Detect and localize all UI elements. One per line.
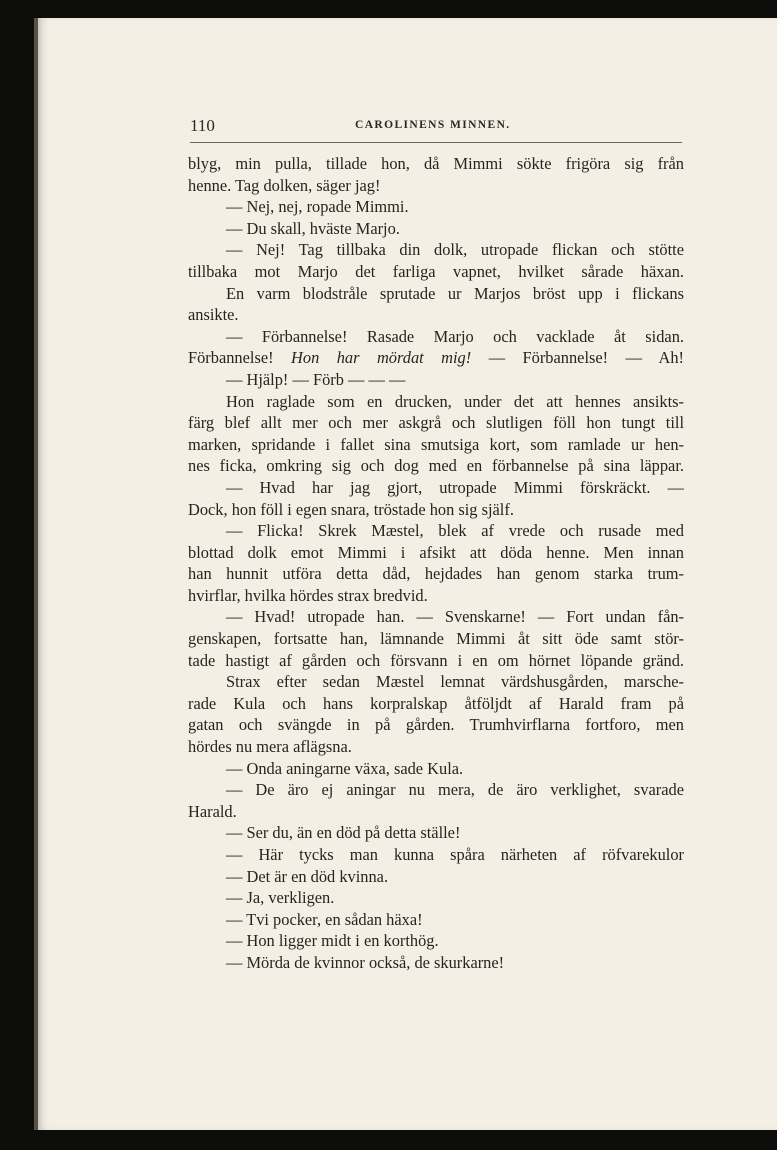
text-line-content: — Ja, verkligen. xyxy=(226,888,335,908)
text-line-content: hvirflar, hvilka hördes strax bredvid. xyxy=(188,585,428,605)
text-line-content: rade Kula och hans korpralskap åtföljdt af Harald fram på xyxy=(188,693,684,713)
text-line-content: han hunnit utföra detta dåd, hejdades han genom starka trum- xyxy=(188,564,684,584)
text-line-content: — Hvad har jag gjort, utropade Mimmi förskräckt. — xyxy=(226,477,684,497)
text-line-content: — Nej! Tag tillbaka din dolk, utropade flickan och stötte xyxy=(226,240,684,260)
text-line xyxy=(188,650,684,672)
text-line-content: henne. Tag dolken, säger jag! xyxy=(188,175,381,195)
text-line xyxy=(188,606,684,628)
text-line xyxy=(188,887,684,909)
text-line xyxy=(188,930,684,952)
text-line-content: — Det är en död kvinna. xyxy=(226,866,389,886)
text-line-content: — Nej, nej, ropade Mimmi. xyxy=(226,197,409,217)
text-line-content: ansikte. xyxy=(188,305,239,325)
text-line xyxy=(188,714,684,736)
text-line-content: blyg, min pulla, tillade hon, då Mimmi sökte frigöra sig från xyxy=(188,154,684,173)
running-title: CAROLINENS MINNEN. xyxy=(355,119,511,131)
text-line-content: — Hjälp! — Förb — — — xyxy=(226,369,406,389)
text-line xyxy=(188,779,684,801)
text-line-content: En varm blodstråle sprutade ur Marjos bröst upp i flickans xyxy=(226,283,684,303)
text-line xyxy=(188,628,684,650)
text-line xyxy=(188,542,684,564)
text-line xyxy=(188,693,684,715)
body-text xyxy=(188,153,684,974)
text-line-content: — Hon ligger midt i en korthög. xyxy=(226,931,439,951)
text-line-content: genskapen, fortsatte han, lämnande Mimmi åt sitt öde samt stör- xyxy=(188,629,684,649)
text-line-content: tillbaka mot Marjo det farliga vapnet, hvilket sårade häxan. xyxy=(188,261,684,281)
text-line-content: färg blef allt mer och mer askgrå och slutligen föll hon tungt till xyxy=(188,413,684,433)
text-line-content: Harald. xyxy=(188,801,237,821)
text-line xyxy=(188,283,684,305)
text-line-content: hördes nu mera aflägsna. xyxy=(188,737,352,757)
text-line xyxy=(188,866,684,888)
text-line-content: — Flicka! Skrek Mæstel, blek af vrede och rusade med xyxy=(226,521,684,541)
text-line xyxy=(188,563,684,585)
text-line-content: — Du skall, hväste Marjo. xyxy=(226,218,400,238)
text-line-content: Dock, hon föll i egen snara, tröstade hon sig själf. xyxy=(188,499,514,519)
text-line xyxy=(188,369,684,391)
italic-phrase: Hon har mördat mig! xyxy=(291,348,472,368)
text-line xyxy=(188,391,684,413)
text-line-content: — Förbannelse! — Ah! xyxy=(488,348,684,368)
text-line xyxy=(188,175,684,197)
text-line-content: Strax efter sedan Mæstel lemnat värdshusgården, marsche- xyxy=(226,672,684,692)
text-line xyxy=(188,801,684,823)
text-line xyxy=(188,671,684,693)
text-line-content: — Hvad! utropade han. — Svenskarne! — Fort undan fån- xyxy=(226,607,684,627)
text-line xyxy=(188,736,684,758)
text-line-content: Hon raglade som en drucken, under det att hennes ansikts- xyxy=(226,391,684,411)
text-line xyxy=(188,196,684,218)
text-line xyxy=(188,326,684,348)
page-number: 110 xyxy=(190,116,215,135)
text-line xyxy=(188,153,684,175)
text-line-content: tade hastigt af gården och försvann i en om hörnet löpande gränd. xyxy=(188,650,684,670)
text-line xyxy=(188,585,684,607)
text-line-content: marken, spridande i fallet sina smutsiga kort, som ramlade ur hen- xyxy=(188,434,684,454)
text-line-content: nes ficka, omkring sig och dog med en förbannelse på sina läppar. xyxy=(188,456,684,476)
text-line-content: — De äro ej aningar nu mera, de äro verklighet, svarade xyxy=(226,780,684,800)
text-line xyxy=(188,304,684,326)
page-header xyxy=(190,116,682,143)
text-line xyxy=(188,909,684,931)
text-line-content: gatan och svängde in på gården. Trumhvirflarna fortforo, men xyxy=(188,715,684,735)
text-line xyxy=(188,499,684,521)
text-line xyxy=(188,758,684,780)
text-line xyxy=(188,347,684,369)
text-line-content: blottad dolk emot Mimmi i afsikt att döda henne. Men innan xyxy=(188,542,684,562)
text-line xyxy=(188,434,684,456)
text-line xyxy=(188,822,684,844)
text-line xyxy=(188,844,684,866)
text-line-content: — Förbannelse! Rasade Marjo och vacklade åt sidan. xyxy=(226,326,684,346)
text-line-content: — Här tycks man kunna spåra närheten af röfvarekulor xyxy=(226,845,684,864)
text-line xyxy=(188,239,684,261)
text-line-content: Förbannelse! xyxy=(188,348,274,368)
text-line xyxy=(188,952,684,974)
text-line-content: — Onda aningarne växa, sade Kula. xyxy=(226,758,464,778)
text-line-content: — Tvi pocker, en sådan häxa! xyxy=(226,909,423,929)
text-line-content: — Mörda de kvinnor också, de skurkarne! xyxy=(226,952,505,972)
text-line-content: — Ser du, än en död på detta ställe! xyxy=(226,823,461,843)
text-line xyxy=(188,455,684,477)
text-line xyxy=(188,477,684,499)
text-line xyxy=(188,218,684,240)
text-line xyxy=(188,261,684,283)
text-line xyxy=(188,520,684,542)
text-line xyxy=(188,412,684,434)
